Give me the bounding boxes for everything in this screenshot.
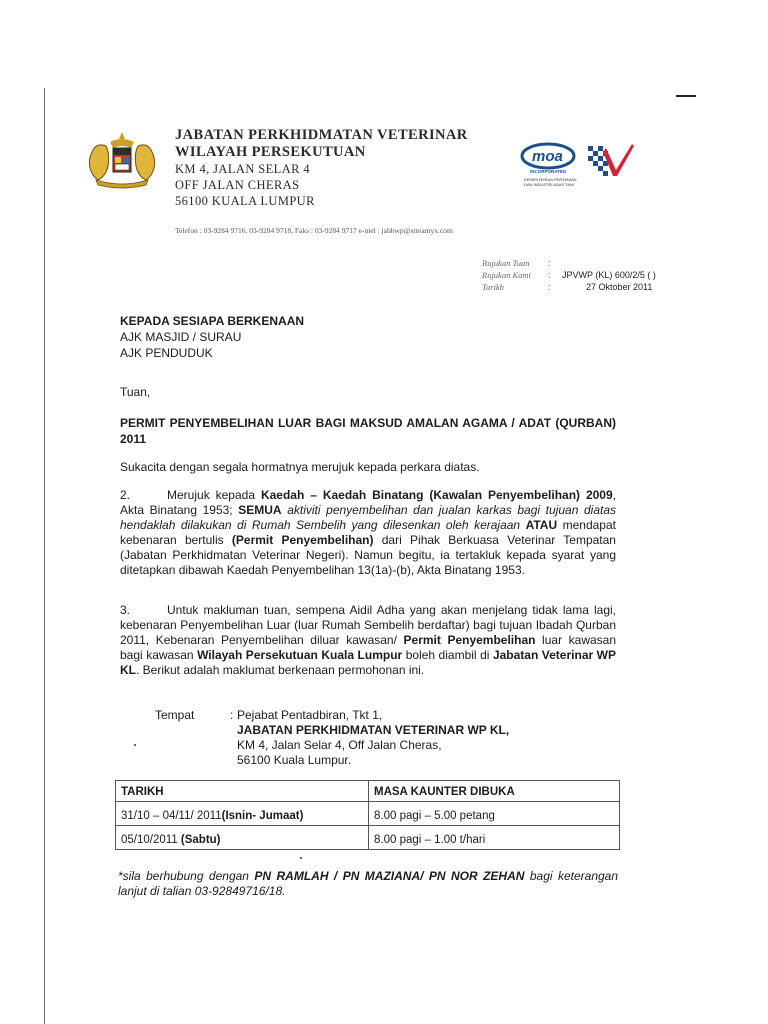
ref-colon: : [548,258,551,268]
para-bold: ATAU [525,518,558,532]
location-colon: : [230,708,234,722]
note-text: *sila berhubung dengan [118,869,255,883]
recipient-line3: AJK PENDUDUK [120,346,213,360]
location-label: Tempat [155,708,195,722]
location-line1: Pejabat Pentadbiran, Tkt 1, [237,708,383,722]
para-text: mendapat kebenaran bertulis [120,518,616,547]
table-cell: 8.00 pagi – 1.00 t/hari [369,826,620,850]
para-bold: SEMUA [238,503,282,517]
table-row [116,802,620,826]
para-bold: Kaedah – Kaedah Binatang (Kawalan Penyembelihan) 2009 [260,488,613,502]
para-number: 2. [120,488,131,502]
ref-value: 27 Oktober 2011 [586,282,653,292]
table-cell: 8.00 pagi – 5.00 petang [369,802,620,826]
scan-mark [676,95,696,97]
ref-colon: : [548,270,551,280]
para-bold: (Permit Penyembelihan) [231,533,374,547]
ref-colon: : [548,282,551,292]
moa-logo-text: moa [532,148,563,165]
agency-name-line2: WILAYAH PERSEKUTUAN [175,144,366,160]
para-text: . Berikut adalah maklumat berkenaan permohonan ini. [136,663,425,677]
paragraph-1: Sukacita dengan segala hormatnya merujuk kepada perkara diatas. [120,460,480,474]
para-bold: Jabatan Veterinar WP KL [120,648,616,677]
agency-address-line1: KM 4, JALAN SELAR 4 [175,162,311,176]
row-day: (Sabtu) [180,834,221,846]
ref-value: JPVWP (KL) 600/2/5 ( ) [562,270,656,280]
table-cell [116,802,369,826]
moa-logo-sub: INCORPORATED [530,169,567,174]
para-text: luar kawasan bagi kawasan [120,633,617,662]
para-text: Untuk makluman tuan, sempena Aidil Adha yang akan menjelang tidak lama lagi, kebenaran Penyembelihan Luar (luar Rumah Sembelih berdaftar) bagi tujuan Ibadah Qurban 2011, Kebenaran Penyembelihan diluar kawasan/ [120,603,616,647]
location-line3: KM 4, Jalan Selar 4, Off Jalan Cheras, [237,738,442,752]
location-line2: JABATAN PERKHIDMATAN VETERINAR WP KL, [237,723,510,737]
para-number: 3. [120,603,131,617]
moa-caption-line1: KEMENTERIAN PERTANIAN [524,177,577,182]
table-header: TARIKH [116,781,369,802]
para-bold: Wilayah Persekutuan Kuala Lumpur [197,648,403,662]
salutation: Tuan, [120,385,151,399]
para-text: , Akta Binatang 1953; [120,488,616,517]
contact-line: Telefon : 03-9284 9716, 03-9284 9718, Faks : 03-9284 9717 e-mel : jabhwp@streamyx.com [175,226,453,235]
para-text: Merujuk kepada [167,488,261,502]
row-date: 05/10/2011 [121,834,181,846]
ref-label: Tarikh [482,282,504,292]
agency-address-line2: OFF JALAN CHERAS [175,178,300,192]
table-header: MASA KAUNTER DIBUKA [369,781,620,802]
para-bold: Permit Penyembelihan [403,633,536,647]
letterhead [175,127,468,209]
para-text: boleh diambil di [402,648,493,662]
table-header-row [116,781,620,802]
ref-label: Rujukan Tuan [482,258,530,268]
moa-caption-line2: DAN INDUSTRI ASAS TANI [524,182,574,187]
ref-row [482,257,656,269]
location-line4: 56100 Kuala Lumpur. [237,753,352,767]
contact-note [118,869,618,899]
ref-label: Rujukan Kami [482,270,531,280]
letter-subject: PERMIT PENYEMBELIHAN LUAR BAGI MAKSUD AMALAN AGAMA / ADAT (QURBAN) 2011 [120,416,616,446]
table-cell [116,826,369,850]
paragraph-3 [120,603,616,678]
para-text: dari Pihak Berkuasa Veterinar Tempatan (Jabatan Perkhidmatan Veterinar Negeri). Namun begitu, ia tertakluk kepada syarat yang ditetapkan dibawah Kaedah Penyembelihan 13(1a)-(b), Akta Binatang 1953. [120,533,616,577]
recipient-line1: KEPADA SESIAPA BERKENAAN [120,314,305,328]
scan-speck [134,744,136,746]
moa-logo-icon [520,140,640,196]
note-bold: PN RAMLAH / PN MAZIANA/ PN NOR ZEHAN [254,869,525,883]
scan-speck [300,857,302,859]
paragraph-2 [120,488,616,578]
ref-row [482,281,656,293]
agency-name-line1: JABATAN PERKHIDMATAN VETERINAR [175,127,468,143]
row-day: (Isnin- Jumaat) [221,810,304,822]
recipient-line2: AJK MASJID / SURAU [120,330,242,344]
reference-block [482,257,656,293]
para-italic: aktiviti penyembelihan dan jualan karkas bagi tujuan diatas hendaklah dilakukan di Rumah Sembelih yang dilesenkan oleh kerajaan [120,503,616,532]
row-date: 31/10 – 04/11/ 2011 [121,810,222,822]
counter-schedule-table [115,780,620,850]
table-row [116,826,620,850]
coat-of-arms-icon [82,130,162,192]
note-text: bagi keterangan lanjut di talian 03-92849716/18. [118,869,619,898]
recipient-block [120,313,304,361]
ref-row [482,269,656,281]
agency-address-line3: 56100 KUALA LUMPUR [175,194,315,208]
